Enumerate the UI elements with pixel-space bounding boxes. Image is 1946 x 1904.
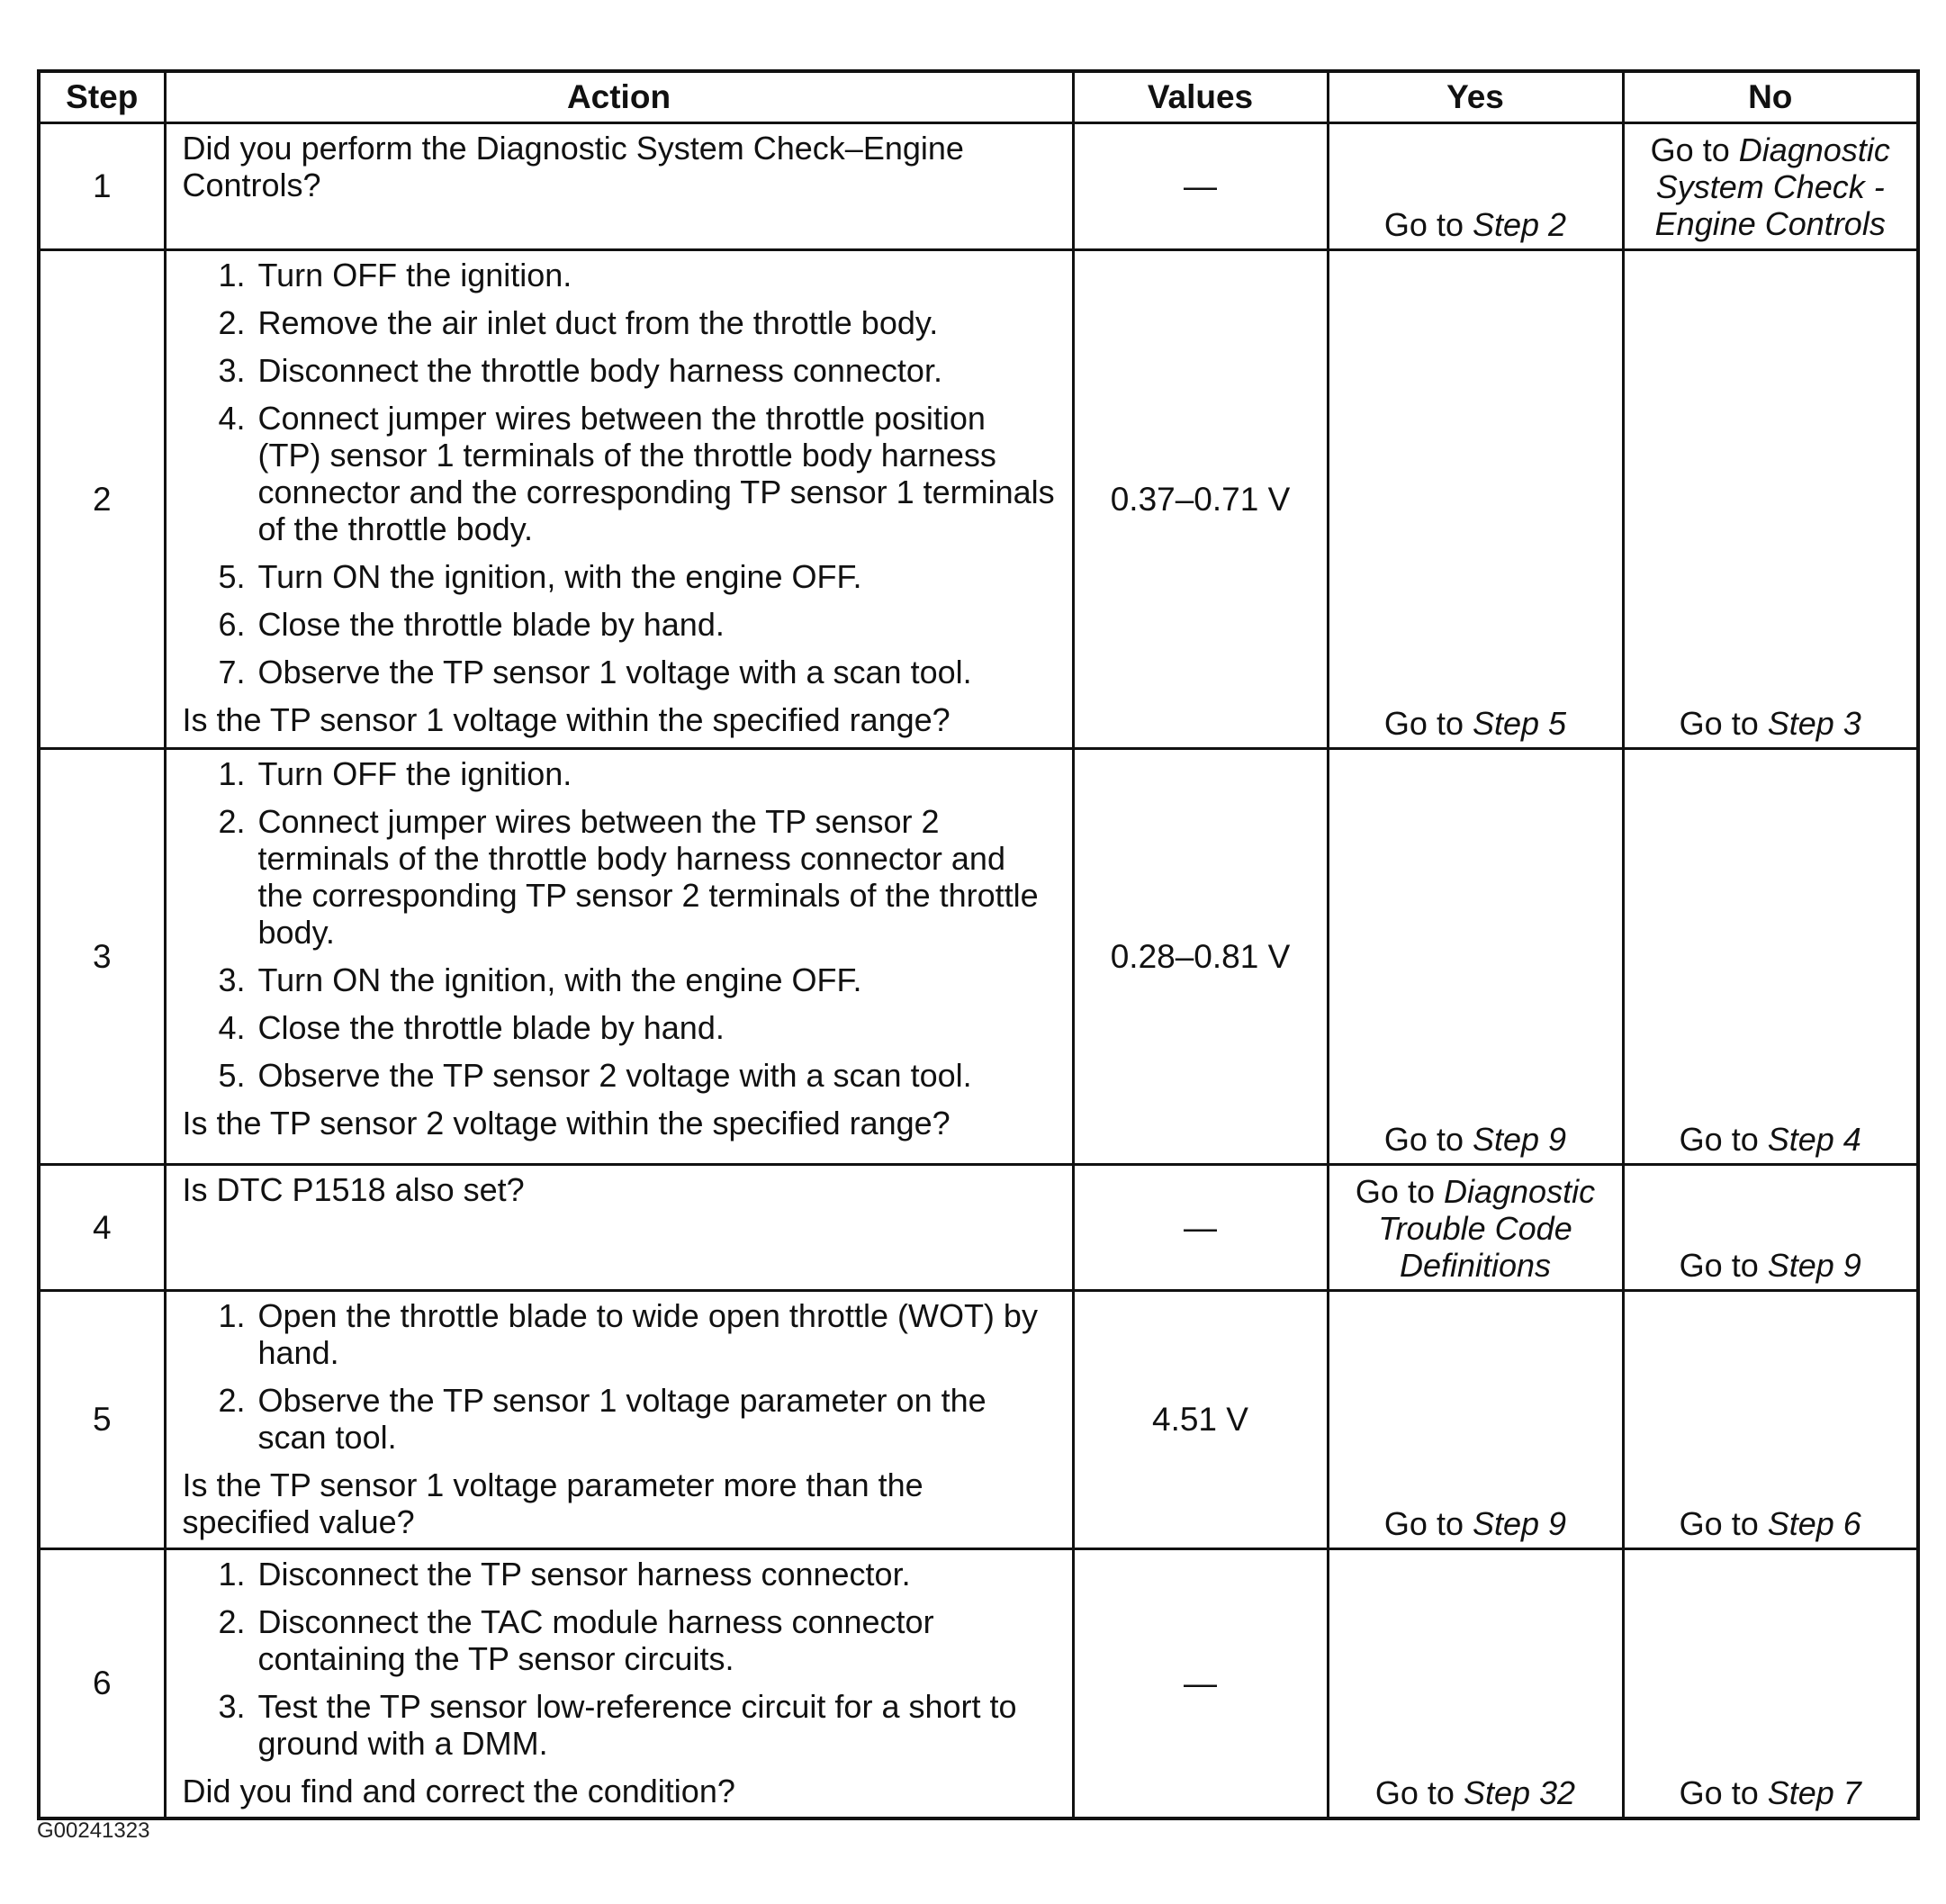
action-item-text: Connect jumper wires between the TP sensor 2 terminals of the throttle body harness connector and the corresponding TP sensor 2 terminals of the throttle body. <box>257 803 1039 951</box>
action-item-text: Turn ON the ignition, with the engine OFF. <box>257 558 862 595</box>
action-item-text: Disconnect the throttle body harness connector. <box>257 352 942 389</box>
no-goto-link[interactable] <box>1680 1774 1861 1811</box>
step-question: Is the TP sensor 2 voltage within the specified range? <box>182 1105 950 1141</box>
action-item-number: 1. <box>218 1556 246 1593</box>
step-question: Is DTC P1518 also set? <box>182 1171 525 1208</box>
goto-prefix: Go to <box>1374 1774 1464 1811</box>
action-item-text: Disconnect the TP sensor harness connector. <box>257 1556 911 1593</box>
no-cell <box>1623 1291 1918 1549</box>
action-item-text: Turn OFF the ignition. <box>257 257 572 293</box>
step-number: 4 <box>39 1165 165 1291</box>
header-step: Step <box>39 71 165 123</box>
goto-target: Step 32 <box>1463 1774 1576 1811</box>
goto-prefix: Go to <box>1679 1121 1768 1158</box>
action-item <box>183 400 1056 547</box>
no-goto-link[interactable] <box>1680 705 1861 742</box>
yes-cell <box>1328 250 1623 749</box>
action-item-text: Close the throttle blade by hand. <box>257 606 725 643</box>
action-item <box>183 1382 1056 1456</box>
action-item-number: 6. <box>218 606 246 643</box>
step-number: 3 <box>39 749 165 1165</box>
action-item-number: 3. <box>218 1688 246 1725</box>
action-list <box>183 1556 1056 1762</box>
action-item-number: 2. <box>218 1382 246 1419</box>
goto-target: Step 9 <box>1767 1247 1861 1284</box>
action-item-number: 5. <box>218 558 246 595</box>
action-item-text: Turn OFF the ignition. <box>257 755 572 792</box>
goto-target: Step 2 <box>1472 206 1567 243</box>
action-item <box>183 257 1056 293</box>
yes-goto-link[interactable] <box>1384 206 1566 243</box>
goto-prefix: Go to <box>1383 1121 1473 1158</box>
goto-prefix: Go to <box>1679 1774 1768 1811</box>
spec-value: — <box>1073 123 1328 250</box>
no-goto-link[interactable] <box>1651 131 1890 242</box>
step-question: Is the TP sensor 1 voltage parameter more than the specified value? <box>182 1466 923 1540</box>
goto-prefix: Go to <box>1679 705 1768 742</box>
action-cell <box>165 1165 1073 1291</box>
step-number: 2 <box>39 250 165 749</box>
action-item <box>183 961 1056 998</box>
action-item-text: Disconnect the TAC module harness connector containing the TP sensor circuits. <box>257 1603 934 1677</box>
yes-cell <box>1328 749 1623 1165</box>
goto-target: Step 6 <box>1767 1505 1861 1542</box>
action-item-text: Test the TP sensor low-reference circuit for a short to ground with a DMM. <box>257 1688 1017 1762</box>
goto-target: Step 9 <box>1472 1121 1567 1158</box>
table-header-row <box>39 71 1918 123</box>
action-item-number: 1. <box>218 755 246 792</box>
step-number: 6 <box>39 1549 165 1819</box>
yes-goto-link[interactable] <box>1356 1173 1595 1284</box>
header-yes: Yes <box>1328 71 1623 123</box>
no-cell <box>1623 250 1918 749</box>
table-row <box>39 1549 1918 1819</box>
action-item <box>183 1009 1056 1046</box>
goto-prefix: Go to <box>1383 1505 1473 1542</box>
header-values: Values <box>1073 71 1328 123</box>
action-item <box>183 1297 1056 1371</box>
yes-cell <box>1328 1549 1623 1819</box>
action-cell <box>165 1291 1073 1549</box>
no-goto-link[interactable] <box>1680 1121 1861 1158</box>
table-row <box>39 1291 1918 1549</box>
action-item <box>183 1556 1056 1593</box>
action-cell <box>165 749 1073 1165</box>
action-item <box>183 803 1056 951</box>
action-list <box>183 1297 1056 1456</box>
yes-goto-link[interactable] <box>1375 1774 1575 1811</box>
step-question: Did you perform the Diagnostic System Check–Engine Controls? <box>182 130 964 203</box>
yes-goto-link[interactable] <box>1384 705 1566 742</box>
diagnostic-table <box>37 69 1920 1820</box>
header-action: Action <box>165 71 1073 123</box>
action-item-text: Turn ON the ignition, with the engine OFF. <box>257 961 862 998</box>
action-cell <box>165 1549 1073 1819</box>
action-item <box>183 558 1056 595</box>
action-item-text: Observe the TP sensor 2 voltage with a scan tool. <box>257 1057 972 1094</box>
spec-value: 0.37–0.71 V <box>1073 250 1328 749</box>
action-item-text: Remove the air inlet duct from the throttle body. <box>257 304 939 341</box>
action-item-number: 4. <box>218 1009 246 1046</box>
action-item-number: 3. <box>218 352 246 389</box>
goto-prefix: Go to <box>1383 206 1473 243</box>
no-cell <box>1623 749 1918 1165</box>
step-question: Is the TP sensor 1 voltage within the specified range? <box>182 701 950 738</box>
action-item-number: 3. <box>218 961 246 998</box>
goto-prefix: Go to <box>1355 1173 1444 1210</box>
action-item-number: 1. <box>218 257 246 293</box>
goto-prefix: Go to <box>1383 705 1473 742</box>
spec-value: 4.51 V <box>1073 1291 1328 1549</box>
step-number: 5 <box>39 1291 165 1549</box>
action-item-number: 7. <box>218 654 246 690</box>
yes-cell <box>1328 1165 1623 1291</box>
goto-prefix: Go to <box>1679 1505 1768 1542</box>
action-item-text: Observe the TP sensor 1 voltage parameter on the scan tool. <box>257 1382 987 1456</box>
action-item-text: Connect jumper wires between the throttle position (TP) sensor 1 terminals of the throttle body harness connector and the corresponding TP sensor 1 terminals of the throttle body. <box>257 400 1055 547</box>
action-list <box>183 755 1056 1094</box>
action-item <box>183 755 1056 792</box>
goto-target: Step 4 <box>1767 1121 1861 1158</box>
yes-cell <box>1328 1291 1623 1549</box>
no-goto-link[interactable] <box>1680 1505 1861 1542</box>
action-item-text: Observe the TP sensor 1 voltage with a scan tool. <box>257 654 972 690</box>
action-list <box>183 257 1056 690</box>
table-row <box>39 1165 1918 1291</box>
no-cell <box>1623 123 1918 250</box>
table-row <box>39 123 1918 250</box>
action-item-number: 2. <box>218 1603 246 1640</box>
action-cell <box>165 123 1073 250</box>
action-item-number: 1. <box>218 1297 246 1334</box>
no-cell <box>1623 1549 1918 1819</box>
goto-target: Diagnostic System Check - Engine Controls <box>1654 131 1890 242</box>
action-item <box>183 1603 1056 1677</box>
goto-target: Diagnostic Trouble Code Definitions <box>1378 1173 1596 1284</box>
goto-prefix: Go to <box>1650 131 1739 168</box>
goto-target: Step 7 <box>1767 1774 1861 1811</box>
no-cell <box>1623 1165 1918 1291</box>
table-row <box>39 250 1918 749</box>
action-item-text: Open the throttle blade to wide open throttle (WOT) by hand. <box>257 1297 1038 1371</box>
table-body <box>39 123 1918 1819</box>
header-no: No <box>1623 71 1918 123</box>
action-item-text: Close the throttle blade by hand. <box>257 1009 725 1046</box>
yes-goto-link[interactable] <box>1384 1121 1566 1158</box>
action-item <box>183 304 1056 341</box>
goto-target: Step 9 <box>1472 1505 1567 1542</box>
spec-value: — <box>1073 1165 1328 1291</box>
action-item <box>183 1688 1056 1762</box>
action-item <box>183 1057 1056 1094</box>
yes-cell <box>1328 123 1623 250</box>
action-item-number: 4. <box>218 400 246 437</box>
goto-target: Step 5 <box>1472 705 1567 742</box>
yes-goto-link[interactable] <box>1384 1505 1566 1542</box>
action-cell <box>165 250 1073 749</box>
goto-prefix: Go to <box>1679 1247 1768 1284</box>
action-item-number: 5. <box>218 1057 246 1094</box>
action-item <box>183 352 1056 389</box>
step-number: 1 <box>39 123 165 250</box>
action-item <box>183 654 1056 690</box>
figure-id: G00241323 <box>37 1818 150 1843</box>
action-item <box>183 606 1056 643</box>
table-row <box>39 749 1918 1165</box>
no-goto-link[interactable] <box>1680 1247 1861 1284</box>
goto-target: Step 3 <box>1767 705 1861 742</box>
spec-value: — <box>1073 1549 1328 1819</box>
step-question: Did you find and correct the condition? <box>182 1773 735 1809</box>
spec-value: 0.28–0.81 V <box>1073 749 1328 1165</box>
action-item-number: 2. <box>218 803 246 840</box>
action-item-number: 2. <box>218 304 246 341</box>
